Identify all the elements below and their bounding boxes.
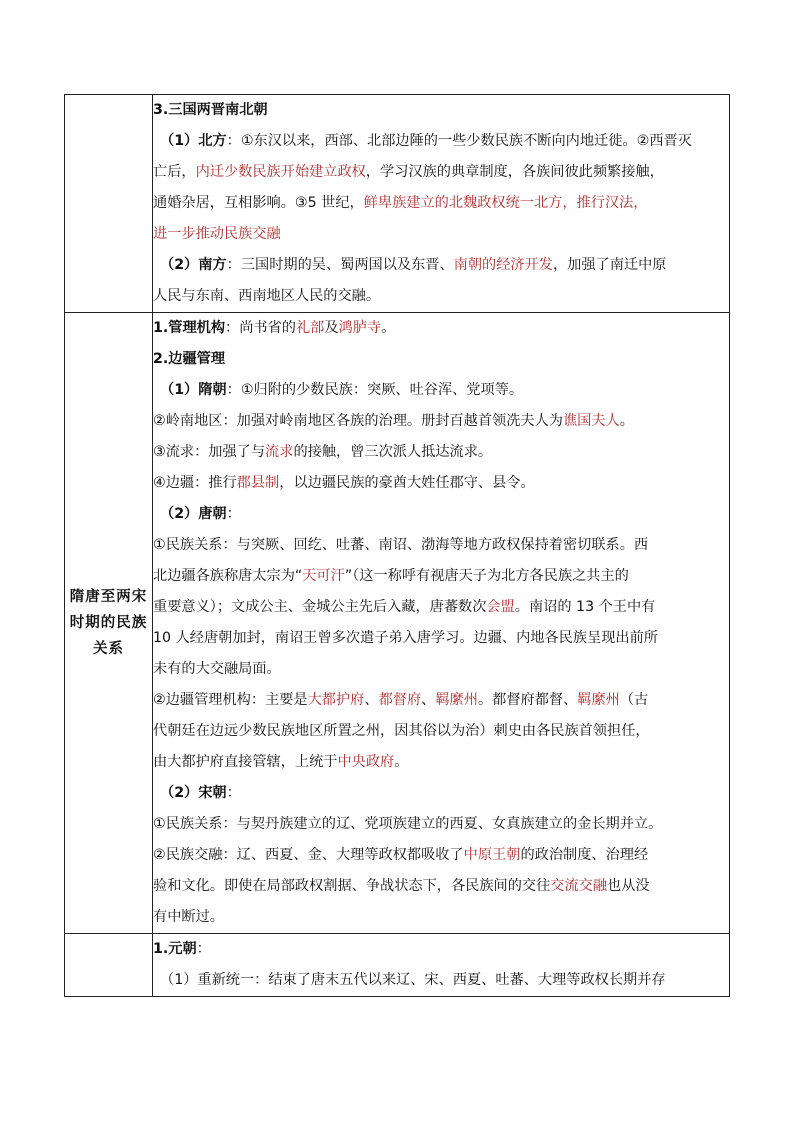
text-line — [153, 778, 729, 809]
text-line — [153, 250, 729, 281]
text-segment: 的政治制度、治理经 — [520, 847, 649, 863]
table-row — [65, 95, 730, 313]
text-segment: ②边疆管理机构：主要是 — [153, 692, 308, 708]
text-line — [153, 219, 729, 250]
section-heading: （2）唐朝 — [160, 506, 227, 522]
highlighted-term: 中央政府 — [337, 754, 395, 770]
text-segment: ②民族交融：辽、西夏、金、大理等政权都吸收了 — [153, 847, 464, 863]
text-line — [153, 654, 729, 685]
text-segment: ①民族关系：与契丹族建立的辽、党项族建立的西夏、女真族建立的金长期并立。 — [153, 816, 663, 832]
text-line — [153, 747, 729, 778]
text-segment: 。 — [394, 754, 409, 770]
text-line — [153, 437, 729, 468]
text-segment: ，学习汉族的典章制度，各族间彼此频繁接触， — [365, 164, 664, 180]
text-line — [153, 934, 729, 965]
text-segment: 代朝廷在边远少数民族地区所置之州，因其俗以为治）刺史由各民族首领担任， — [153, 723, 650, 739]
text-line — [153, 157, 729, 188]
section-heading: （2）宋朝 — [160, 785, 227, 801]
text-segment: 。 — [381, 320, 396, 336]
text-segment: ：①东汉以来，西部、北部边陲的一些少数民族不断向内地迁徙。②西晋灭 — [226, 133, 692, 149]
content-table — [64, 94, 730, 997]
text-segment: （古 — [619, 692, 649, 708]
highlighted-term: 大都护府 — [307, 692, 365, 708]
row-heading-cell — [65, 313, 153, 934]
text-segment: 。南诏的 13 个王中有 — [514, 599, 656, 615]
section-heading: 3.三国两晋南北朝 — [153, 102, 268, 118]
highlighted-term: 进一步推动民族交融 — [153, 226, 281, 242]
text-line — [153, 685, 729, 716]
text-line — [153, 344, 729, 375]
text-line — [153, 592, 729, 623]
text-line — [153, 902, 729, 933]
section-heading: 2.边疆管理 — [153, 351, 226, 367]
highlighted-term: 鸿胪寺 — [338, 320, 382, 336]
section-heading: 1.管理机构 — [153, 320, 226, 336]
text-line — [153, 188, 729, 219]
text-segment: 。 — [619, 413, 634, 429]
text-line — [153, 281, 729, 312]
text-line — [153, 406, 729, 437]
text-segment: ④边疆：推行 — [153, 475, 237, 491]
text-segment: 重要意义）；文成公主、金城公主先后入藏，唐蕃数次 — [153, 599, 487, 615]
highlighted-term: 礼部 — [295, 320, 325, 336]
text-segment: 验和文化。即使在局部政权割据、争战状态下，各民族间的交往 — [153, 878, 551, 894]
text-segment: 通婚杂居，互相影响。③5 世纪， — [153, 195, 364, 211]
text-segment: 的接触，曾三次派人抵达流求。 — [293, 444, 493, 460]
text-segment: ： — [196, 941, 211, 957]
text-line — [153, 965, 729, 996]
text-segment: ：①归附的少数民族：突厥、吐谷浑、党项等。 — [226, 382, 524, 398]
row-heading-cell — [65, 95, 153, 313]
text-segment: 、 — [421, 692, 436, 708]
text-line — [153, 561, 729, 592]
highlighted-term: 中原王朝 — [463, 847, 521, 863]
section-heading: （1）北方 — [160, 133, 227, 149]
row-content-cell — [153, 313, 730, 934]
text-line — [153, 313, 729, 344]
section-heading: （1）隋朝 — [160, 382, 227, 398]
highlighted-term: 羁縻州 — [435, 692, 478, 708]
text-line — [153, 716, 729, 747]
text-segment: 由大都护府直接管辖，上统于 — [153, 754, 338, 770]
highlighted-term: 交流交融 — [550, 878, 608, 894]
text-line — [153, 95, 729, 126]
text-line — [153, 530, 729, 561]
row-content-cell — [153, 934, 730, 997]
highlighted-term: 郡县制 — [236, 475, 280, 491]
text-line — [153, 375, 729, 406]
text-segment: 有中断过。 — [153, 909, 224, 925]
text-segment: 亡后， — [153, 164, 196, 180]
text-segment: （1）重新统一：结束了唐末五代以来辽、宋、西夏、吐蕃、大理等政权长期并存 — [160, 972, 666, 988]
text-segment: 人民与东南、西南地区人民的交融。 — [153, 288, 381, 304]
text-segment: 及 — [324, 320, 339, 336]
highlighted-term: 内迁少数民族开始建立政权 — [195, 164, 366, 180]
text-segment: ，加强了南迁中原 — [552, 257, 667, 273]
table-body — [65, 95, 730, 997]
table-row — [65, 934, 730, 997]
section-heading: （2）南方 — [160, 257, 227, 273]
text-line — [153, 840, 729, 871]
text-line — [153, 126, 729, 157]
text-segment: 未有的大交融局面。 — [153, 661, 281, 677]
text-line — [153, 499, 729, 530]
highlighted-term: 鲜卑族建立的北魏政权统一北方，推行汉法， — [363, 195, 648, 211]
text-line — [153, 623, 729, 654]
highlighted-term: 谯国夫人 — [562, 413, 620, 429]
row-heading-cell — [65, 934, 153, 997]
text-segment: 也从没 — [607, 878, 650, 894]
text-segment: 。都督府都督、 — [477, 692, 578, 708]
text-segment: ：三国时期的吴、蜀两国以及东晋、 — [226, 257, 454, 273]
text-line — [153, 809, 729, 840]
text-segment: 北边疆各族称唐太宗为“ — [153, 568, 303, 584]
row-heading: 隋唐至两宋时期的民族关系 — [69, 589, 148, 657]
text-line — [153, 871, 729, 902]
text-segment: 、 — [364, 692, 379, 708]
text-segment: ，以边疆民族的豪酋大姓任郡守、县令。 — [279, 475, 535, 491]
highlighted-term: 流求 — [265, 444, 294, 460]
highlighted-term: 会盟 — [486, 599, 515, 615]
text-segment: 10 人经唐朝加封，南诏王曾多次遣子弟入唐学习。边疆、内地各民族呈现出前所 — [153, 630, 658, 646]
section-heading: 1.元朝 — [153, 941, 197, 957]
highlighted-term: 都督府 — [378, 692, 422, 708]
text-segment: ②岭南地区：加强对岭南地区各族的治理。册封百越首领冼夫人为 — [153, 413, 563, 429]
text-segment: ”（这一称呼有视唐天子为北方各民族之共主的 — [344, 568, 629, 584]
highlighted-term: 天可汗 — [302, 568, 345, 584]
row-content-cell — [153, 95, 730, 313]
text-segment: ： — [226, 506, 241, 522]
text-segment: ①民族关系：与突厥、回纥、吐蕃、南诏、渤海等地方政权保持着密切联系。西 — [153, 537, 649, 553]
table-row — [65, 313, 730, 934]
text-segment: ： — [226, 785, 241, 801]
text-segment: ：尚书省的 — [225, 320, 296, 336]
text-line — [153, 468, 729, 499]
highlighted-term: 羁縻州 — [577, 692, 620, 708]
highlighted-term: 南朝的经济开发 — [453, 257, 553, 273]
text-segment: ③流求：加强了与 — [153, 444, 266, 460]
